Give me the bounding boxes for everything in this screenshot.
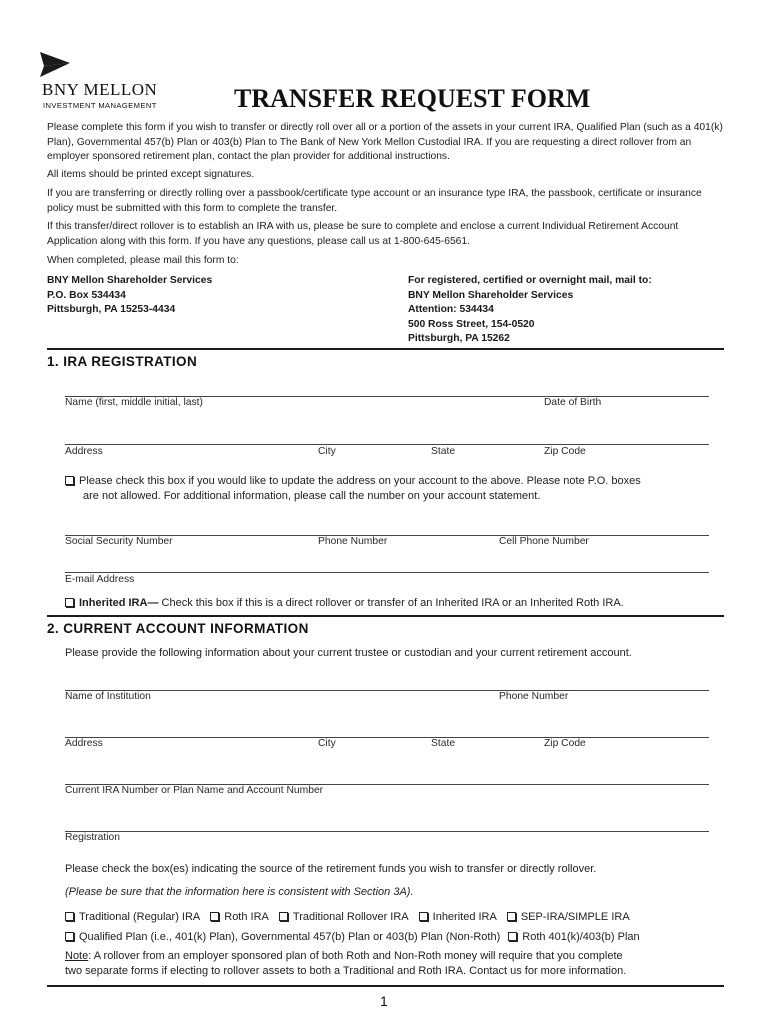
brand-name: BNY MELLON [42, 80, 158, 99]
traditional-rollover-ira-checkbox[interactable] [279, 912, 288, 921]
name-label: Name (first, middle initial, last) [65, 397, 203, 408]
registration-label: Registration [65, 832, 120, 843]
inherited-ira-dash: — [147, 597, 159, 609]
cell-phone-label: Cell Phone Number [499, 536, 589, 547]
traditional-ira-checkbox[interactable] [65, 912, 74, 921]
brand-subtitle: INVESTMENT MANAGEMENT [43, 101, 157, 110]
sep-simple-ira-checkbox[interactable] [507, 912, 516, 921]
page-number: 1 [380, 993, 388, 1009]
bny-mellon-logo-icon [38, 50, 72, 78]
roth-401k-checkbox[interactable] [508, 932, 517, 941]
brand-logo [38, 50, 178, 112]
mail-right-line: For registered, certified or overnight mail, mail to: [408, 275, 652, 286]
address-update-text-2: are not allowed. For additional information, please call the number on your account statement. [83, 490, 541, 502]
email-label: E-mail Address [65, 574, 135, 585]
institution-field-line[interactable] [65, 690, 709, 691]
option-qualified-plan[interactable] [65, 931, 500, 943]
intro-paragraph-4: If this transfer/direct rollover is to establish an IRA with us, please be sure to complete and enclose a current Individual Retirement Account Application along with this form. If you have any questions, please call us at 1-800-645-6561. [47, 221, 679, 247]
address-label: Address [65, 446, 103, 457]
option-inherited-ira[interactable] [419, 911, 497, 923]
dob-label: Date of Birth [544, 397, 602, 408]
option-label: Traditional (Regular) IRA [79, 911, 201, 923]
note-label: Note [65, 950, 89, 962]
address-update-text-1: Please check this box if you would like to update the address on your account to the above. Please note P.O. boxes [79, 475, 641, 487]
institution-phone-label: Phone Number [499, 691, 569, 702]
option-roth-401k[interactable] [508, 931, 639, 943]
mail-left-line: P.O. Box 534434 [47, 289, 126, 301]
option-sep-simple-ira[interactable] [507, 911, 630, 923]
institution-zip-label: Zip Code [544, 738, 586, 749]
phone-label: Phone Number [318, 536, 388, 547]
institution-city-label: City [318, 738, 336, 749]
email-field-line[interactable] [65, 572, 709, 573]
footer-divider [47, 985, 724, 987]
intro-paragraph-5: When completed, please mail this form to: [47, 255, 239, 266]
mail-right-line: Attention: 534434 [408, 304, 494, 315]
mail-address-regular [47, 274, 212, 318]
option-label: SEP-IRA/SIMPLE IRA [520, 911, 630, 923]
mail-left-line: Pittsburgh, PA 15253-4434 [47, 304, 176, 315]
intro-paragraph-3: If you are transferring or directly rolling over a passbook/certificate type account or an insurance type IRA, the passbook, certificate or insurance policy must be submitted with this form to complete the transfer. [47, 188, 702, 214]
city-label: City [318, 446, 336, 457]
ssn-label: Social Security Number [65, 536, 173, 547]
section-1-heading: 1. IRA REGISTRATION [47, 354, 198, 369]
address-update-option[interactable] [65, 474, 641, 504]
page-title: TRANSFER REQUEST FORM [234, 84, 591, 113]
mail-right-line: Pittsburgh, PA 15262 [408, 333, 510, 344]
option-traditional-rollover-ira[interactable] [279, 911, 409, 923]
section-2-divider [47, 615, 724, 617]
mail-address-overnight [408, 274, 652, 347]
mail-left-line: BNY Mellon Shareholder Services [47, 275, 213, 286]
inherited-ira-checkbox[interactable] [65, 598, 74, 607]
zip-label: Zip Code [544, 446, 586, 457]
institution-state-label: State [431, 738, 456, 749]
address-field-line[interactable] [65, 444, 709, 445]
registration-field-line[interactable] [65, 831, 709, 832]
state-label: State [431, 446, 456, 457]
note-text-2: two separate forms if electing to rollover assets to both a Traditional and Roth IRA. Contact us for more information. [65, 965, 627, 977]
account-number-label: Current IRA Number or Plan Name and Account Number [65, 785, 324, 796]
inherited-ira-option[interactable] [65, 596, 624, 611]
section-1-divider [47, 348, 724, 350]
section-2-intro: Please provide the following information about your current trustee or custodian and your current retirement account. [65, 647, 632, 659]
option-label: Roth IRA [224, 911, 269, 923]
source-note: (Please be sure that the information here is consistent with Section 3A). [65, 886, 414, 898]
address-update-checkbox[interactable] [65, 476, 74, 485]
option-label: Traditional Rollover IRA [292, 911, 409, 923]
source-options-row-1 [65, 911, 630, 923]
option-label: Inherited IRA [432, 911, 497, 923]
intro-paragraph-1: Please complete this form if you wish to transfer or directly roll over all or a portion of the assets in your current IRA, Qualified Plan (such as a 401(k) Plan), Governmental 457(b) Plan or 403(b) Plan to The Bank of New York Mellon Custodial IRA. If you are requesting a direct rollover from an employer sponsored retirement plan, contact the plan provider for additional instructions. [47, 122, 723, 162]
source-instructions: Please check the box(es) indicating the source of the retirement funds you wish to transfer or directly rollover. [65, 863, 597, 875]
mail-right-line: BNY Mellon Shareholder Services [408, 289, 574, 301]
option-label: Qualified Plan (i.e., 401(k) Plan), Governmental 457(b) Plan or 403(b) Plan (Non-Roth) [79, 931, 501, 943]
rollover-note [65, 949, 626, 979]
qualified-plan-checkbox[interactable] [65, 932, 74, 941]
inherited-ira-label: Inherited IRA [79, 597, 148, 609]
inherited-ira-text: Check this box if this is a direct rollover or transfer of an Inherited IRA or an Inherited Roth IRA. [158, 597, 624, 609]
inherited-ira-source-checkbox[interactable] [419, 912, 428, 921]
note-text-1: : A rollover from an employer sponsored plan of both Roth and Non-Roth money will require that you complete [88, 950, 623, 962]
institution-address-field-line[interactable] [65, 737, 709, 738]
intro-paragraph-2: All items should be printed except signatures. [47, 169, 255, 180]
roth-ira-checkbox[interactable] [210, 912, 219, 921]
source-options-row-2 [65, 931, 640, 943]
mail-right-line: 500 Ross Street, 154-0520 [408, 318, 535, 330]
option-label: Roth 401(k)/403(b) Plan [522, 931, 640, 943]
institution-address-label: Address [65, 738, 103, 749]
option-traditional-ira[interactable] [65, 911, 200, 923]
option-roth-ira[interactable] [210, 911, 269, 923]
institution-label: Name of Institution [65, 691, 151, 702]
section-2-heading: 2. CURRENT ACCOUNT INFORMATION [47, 621, 309, 636]
